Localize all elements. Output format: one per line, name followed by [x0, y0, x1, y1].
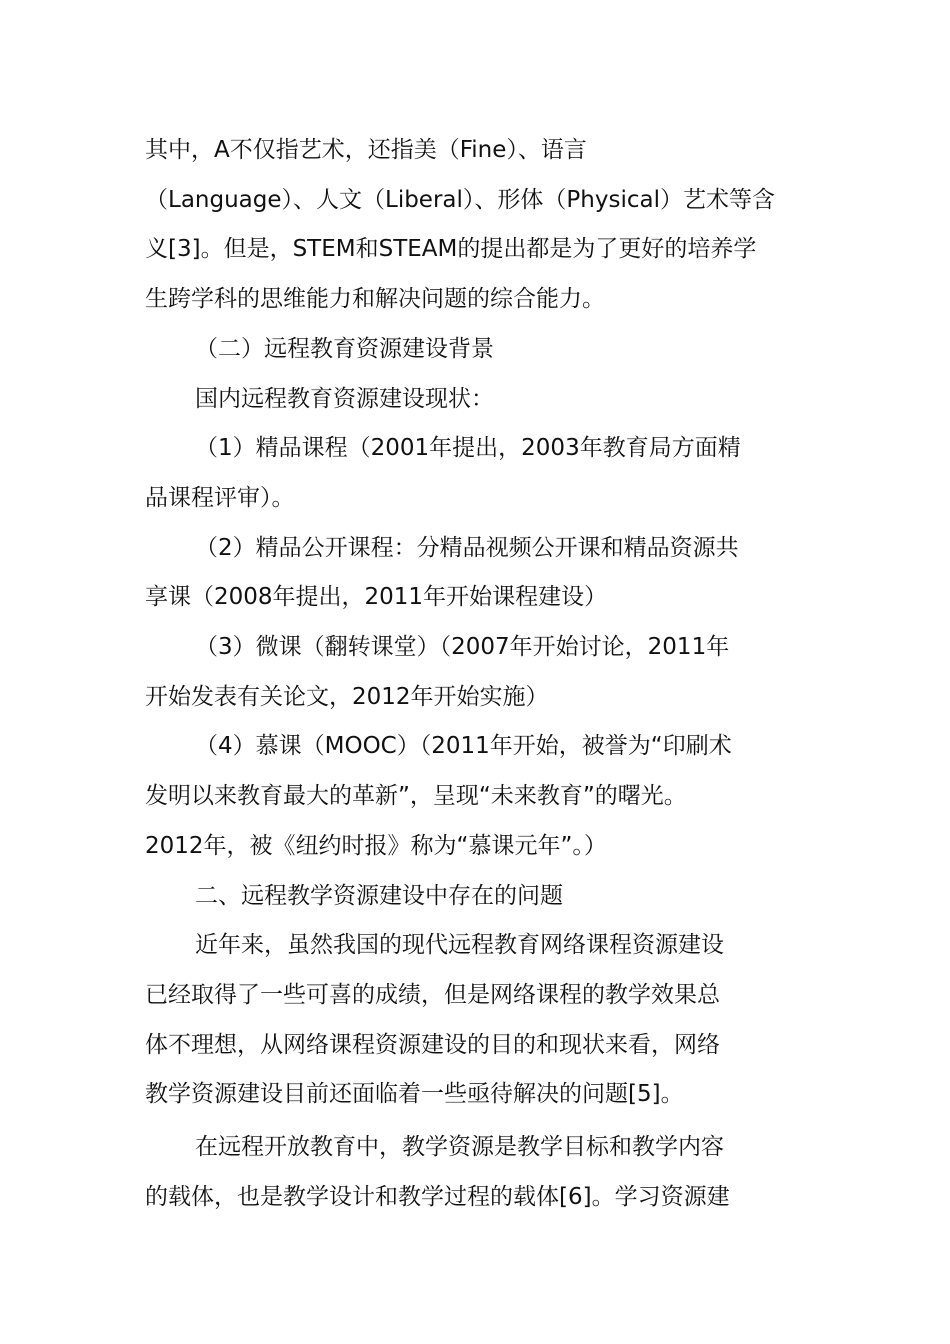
paragraph-steam-definition: 其中，A不仅指艺术，还指美（Fine）、语言 （Language）、人文（Liberal）、形体（Physical）艺术等含 义[3]。但是，STEM和STEAM的提出都是为了更好的培养学 生跨学科的思维能力和解决问题的综合能力。 — [145, 137, 775, 313]
document-body — [145, 126, 810, 1222]
list-item-mooc: （4）慕课（MOOC）（2011年开始，被誉为“印刷术 发明以来教育最大的革新”，呈现“未来教育”的曙光。 2012年，被《纽约时报》称为“慕课元年”。） — [145, 733, 732, 859]
list-item-open-courses: （2）精品公开课程：分精品视频公开课和精品资源共 享课（2008年提出，2011年开始课程建设） — [145, 534, 739, 611]
list-item-micro-courses: （3）微课（翻转课堂）（2007年开始讨论，2011年 开始发表有关论文，2012年开始实施） — [145, 634, 730, 710]
paragraph-domestic-status: 国内远程教育资源建设现状： — [195, 385, 494, 412]
paragraph-recent-years: 近年来，虽然我国的现代远程教育网络课程资源建设 已经取得了一些可喜的成绩，但是网络课程的教学效果总 体不理想，从网络课程资源建设的目的和现状来看，网络 教学资源建设目前还面临着一些亟待解决的问题[5]。 — [145, 932, 724, 1108]
section-heading-background: （二）远程教育资源建设背景 — [195, 335, 494, 362]
list-item-quality-courses: （1）精品课程（2001年提出，2003年教育局方面精 品课程评审）。 — [145, 435, 741, 511]
paragraph-open-education: 在远程开放教育中，教学资源是教学目标和教学内容 的载体，也是教学设计和教学过程的载体[6]。学习资源建 — [145, 1134, 730, 1210]
section-heading-problems: 二、远程教学资源建设中存在的问题 — [195, 882, 563, 909]
